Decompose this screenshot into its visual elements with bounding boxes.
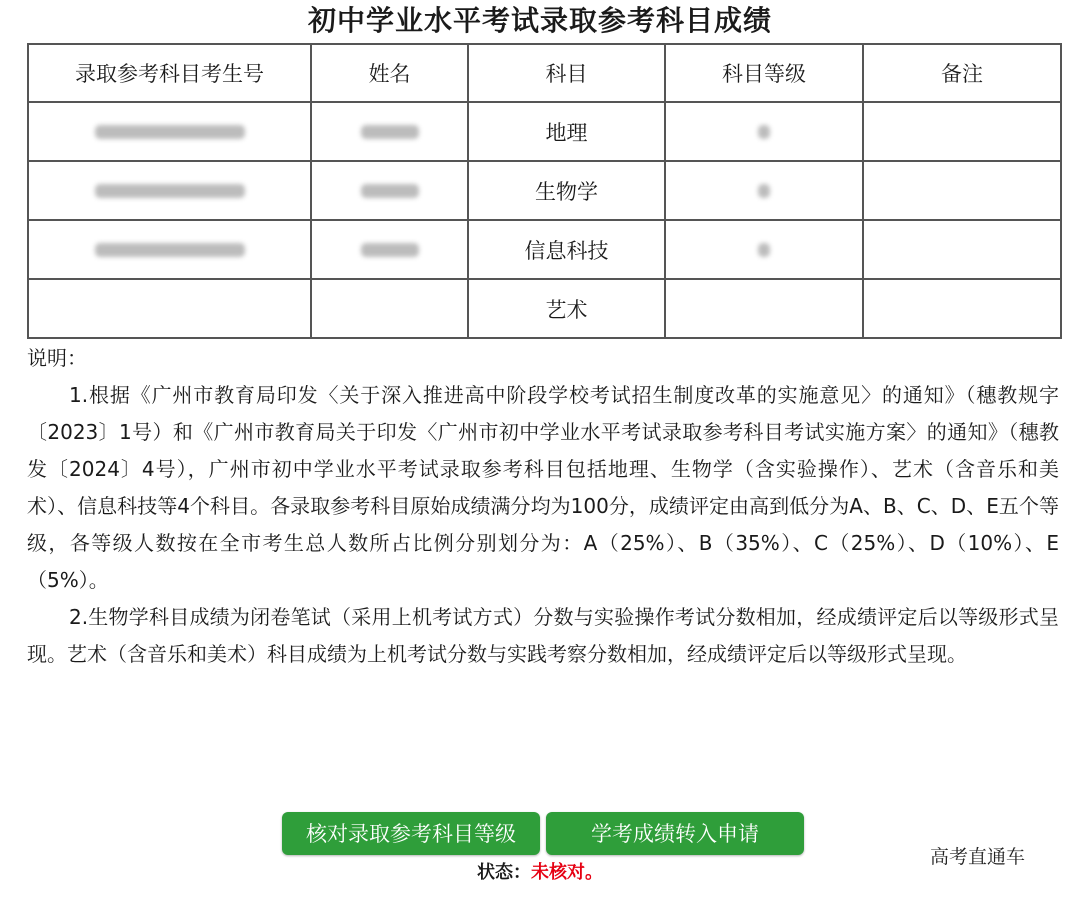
notes-section <box>27 340 1059 673</box>
verify-grades-button[interactable]: 核对录取参考科目等级 <box>282 812 540 855</box>
col-header-name: 姓名 <box>311 44 468 102</box>
redacted-exam-number <box>95 125 245 139</box>
remark-cell <box>863 161 1061 220</box>
grade-cell <box>665 161 863 220</box>
col-header-subject: 科目 <box>468 44 665 102</box>
table-row <box>28 161 1061 220</box>
exam-number-cell <box>28 220 311 279</box>
grade-cell <box>665 279 863 338</box>
student-name-cell <box>311 102 468 161</box>
table-row <box>28 279 1061 338</box>
status-label: 状态： <box>477 862 531 883</box>
table-header-row <box>28 44 1061 102</box>
notes-heading: 说明： <box>27 346 87 370</box>
student-name-cell <box>311 220 468 279</box>
remark-cell <box>863 220 1061 279</box>
page-title: 初中学业水平考试录取参考科目成绩 <box>307 4 772 37</box>
grade-cell <box>665 220 863 279</box>
score-table <box>27 43 1062 339</box>
status-value: 未核对。 <box>531 862 603 883</box>
subject-cell: 地理 <box>468 102 665 161</box>
score-transfer-apply-button[interactable]: 学考成绩转入申请 <box>546 812 804 855</box>
exam-number-cell <box>28 102 311 161</box>
redacted-exam-number <box>95 184 245 198</box>
exam-number-cell <box>28 161 311 220</box>
table-row <box>28 102 1061 161</box>
watermark-text: 高考直通车 <box>930 846 1026 868</box>
notes-paragraph-2: 2.生物学科目成绩为闭卷笔试（采用上机考试方式）分数与实验操作考试分数相加，经成绩评定后以等级形式呈现。艺术（含音乐和美术）科目成绩为上机考试分数与实践考察分数相加，经成绩评定后以等级形式呈现。 <box>27 605 1059 666</box>
redacted-grade <box>758 125 770 139</box>
redacted-name <box>361 125 419 139</box>
student-name-cell <box>311 279 468 338</box>
redacted-grade <box>758 184 770 198</box>
remark-cell <box>863 102 1061 161</box>
student-name-cell <box>311 161 468 220</box>
redacted-name <box>361 184 419 198</box>
redacted-exam-number <box>95 243 245 257</box>
exam-number-cell <box>28 279 311 338</box>
col-header-remark: 备注 <box>863 44 1061 102</box>
grade-cell <box>665 102 863 161</box>
redacted-name <box>361 243 419 257</box>
table-row <box>28 220 1061 279</box>
col-header-exam-number: 录取参考科目考生号 <box>28 44 311 102</box>
status-line <box>0 858 1080 888</box>
col-header-grade: 科目等级 <box>665 44 863 102</box>
remark-cell <box>863 279 1061 338</box>
subject-cell: 信息科技 <box>468 220 665 279</box>
subject-cell: 生物学 <box>468 161 665 220</box>
subject-cell: 艺术 <box>468 279 665 338</box>
redacted-grade <box>758 243 770 257</box>
notes-paragraph-1: 1.根据《广州市教育局印发〈关于深入推进高中阶段学校考试招生制度改革的实施意见〉的通知》（穗教规字〔2023〕1号）和《广州市教育局关于印发〈广州市初中学业水平考试录取参考科目考试实施方案〉的通知》（穗教发〔2024〕4号），广州市初中学业水平考试录取参考科目包括地理、生物学（含实验操作）、艺术（含音乐和美术）、信息科技等4个科目。各录取参考科目原始成绩满分均为100分，成绩评定由高到低分为A、B、C、D、E五个等级，各等级人数按在全市考生总人数所占比例分别划分为：A（25%）、B（35%）、C（25%）、D（10%）、E（5%）。 <box>27 383 1059 592</box>
